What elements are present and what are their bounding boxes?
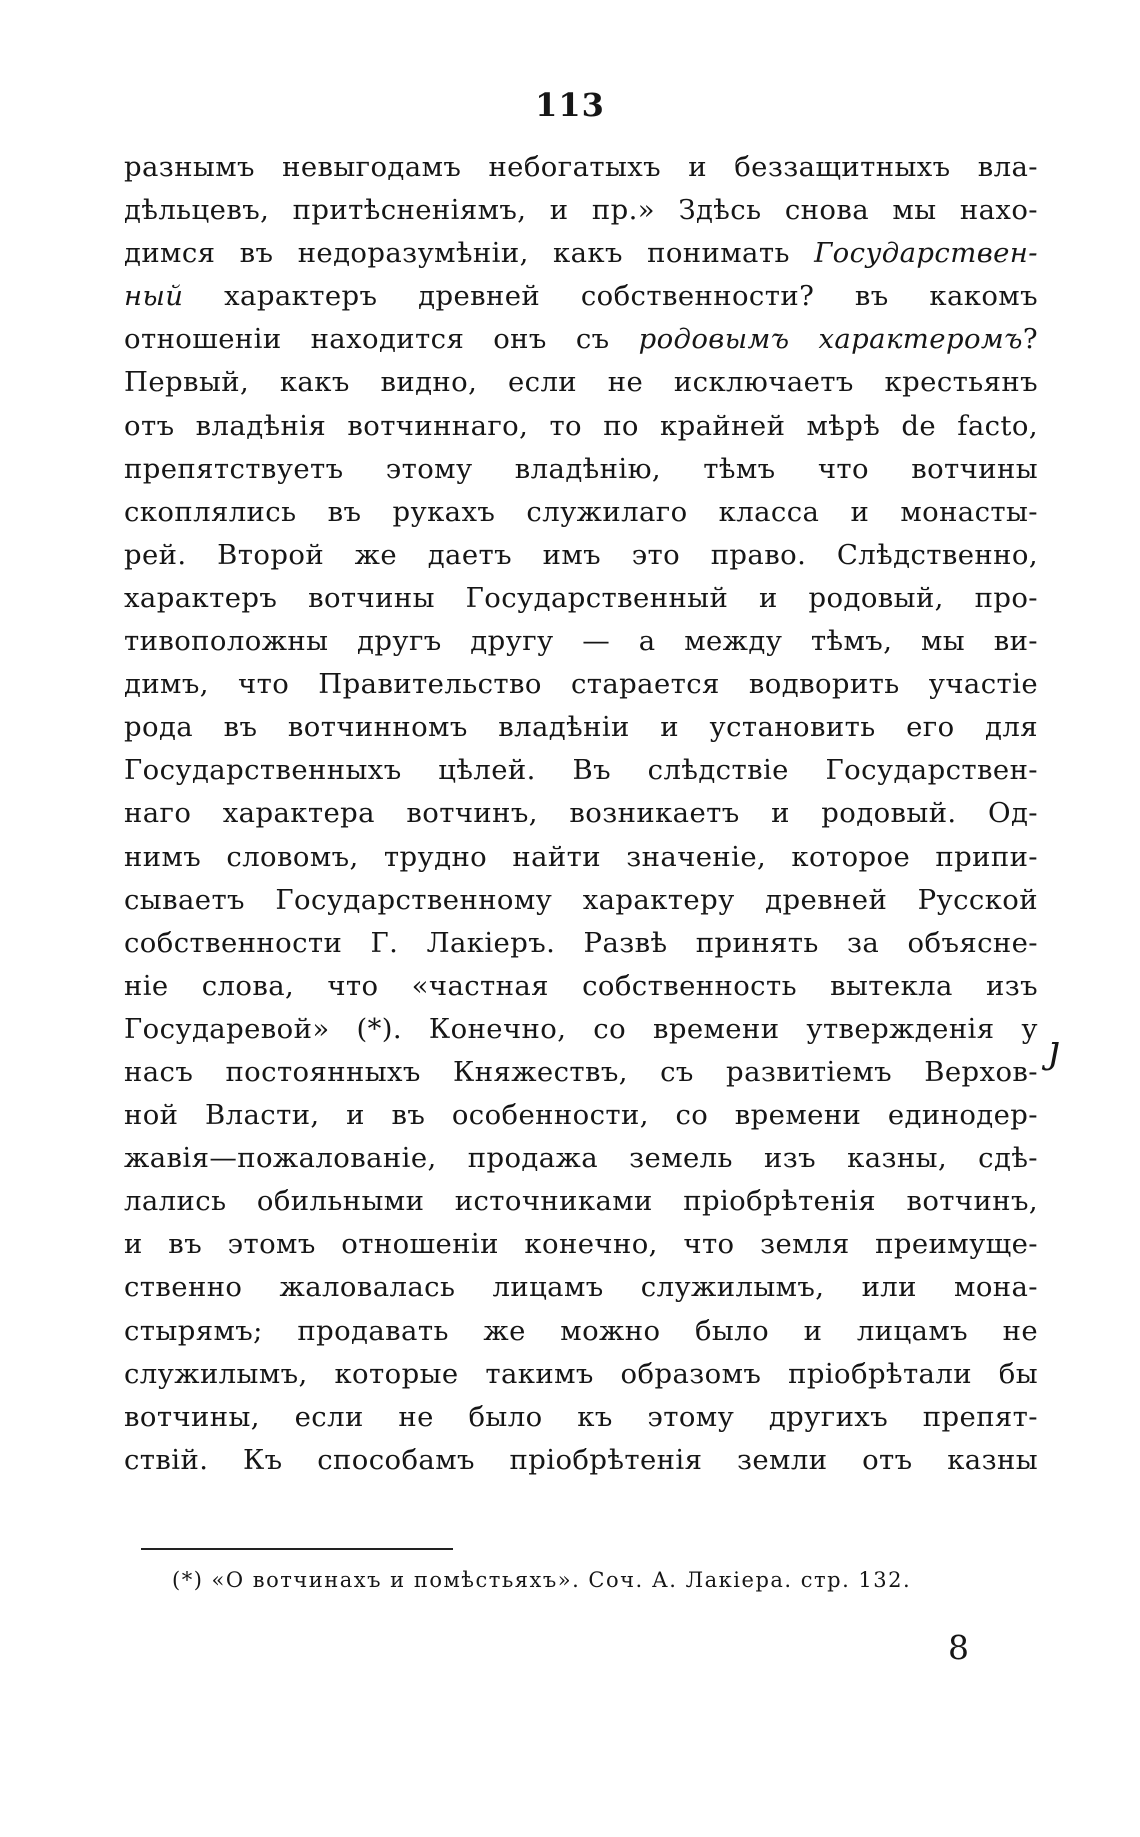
text-line: насъ постоянныхъ Княжествъ, съ развитіемъ Верхов- xyxy=(124,1055,1038,1088)
text-line: собственности Г. Лакіеръ. Развѣ принять за объясне- xyxy=(124,926,1038,959)
footnote-rule xyxy=(141,1548,453,1550)
text-line: димъ, что Правительство старается водворить участіе xyxy=(124,668,1038,701)
page-number: 113 xyxy=(535,86,605,124)
italic-phrase: Государствен- xyxy=(814,237,1038,270)
text-line: Государевой» (*). Конечно, со времени утвержденія у xyxy=(124,1012,1038,1045)
signature-mark: 8 xyxy=(948,1628,969,1667)
footnote: (*) «О вотчинахъ и помѣстьяхъ». Соч. А. Лакіера. стр. 132. xyxy=(172,1568,912,1592)
text-line: стырямъ; продавать же можно было и лицамъ не xyxy=(124,1314,1038,1347)
text-line: ный характеръ древней собственности? въ какомъ xyxy=(124,280,1038,313)
text-line: нимъ словомъ, трудно найти значеніе, которое припи- xyxy=(124,840,1038,873)
text-line: характеръ вотчины Государственный и родовый, про- xyxy=(124,581,1038,614)
text-line: служилымъ, которые такимъ образомъ пріобрѣтали бы xyxy=(124,1357,1038,1390)
margin-mark: ȷ xyxy=(1048,1027,1060,1071)
text-line: лались обильными источниками пріобрѣтенія вотчинъ, xyxy=(124,1185,1038,1218)
text-line: отъ владѣнія вотчиннаго, то по крайней мѣрѣ de facto, xyxy=(124,409,1038,442)
italic-phrase: ный xyxy=(124,280,184,313)
text-line: рода въ вотчинномъ владѣніи и установить его для xyxy=(124,711,1038,744)
text-line: скоплялись въ рукахъ служилаго класса и монасты- xyxy=(124,495,1038,528)
text-line: рей. Второй же даетъ имъ это право. Слѣдственно, xyxy=(124,538,1038,571)
text-line: димся въ недоразумѣніи, какъ понимать Государствен- xyxy=(124,237,1038,270)
text-line: тивоположны другъ другу — а между тѣмъ, мы ви- xyxy=(124,625,1038,658)
italic-phrase: родовымъ характеромъ xyxy=(638,323,1023,356)
text-line: ствій. Къ способамъ пріобрѣтенія земли отъ казны xyxy=(124,1443,1038,1476)
text-line: ніе слова, что «частная собственность вытекла изъ xyxy=(124,969,1038,1002)
text-line: отношеніи находится онъ съ родовымъ характеромъ? xyxy=(124,323,1038,356)
text-line: жавія—пожалованіе, продажа земель изъ казны, сдѣ- xyxy=(124,1142,1038,1175)
text-line: и въ этомъ отношеніи конечно, что земля преимуще- xyxy=(124,1228,1038,1261)
text-line: дѣльцевъ, притѣсненіямъ, и пр.» Здѣсь снова мы нахо- xyxy=(124,194,1038,227)
text-line: препятствуетъ этому владѣнію, тѣмъ что вотчины xyxy=(124,452,1038,485)
text-line: вотчины, если не было къ этому другихъ препят- xyxy=(124,1400,1038,1433)
text-line: Государственныхъ цѣлей. Въ слѣдствіе Государствен- xyxy=(124,754,1038,787)
body-text xyxy=(124,146,1038,1482)
text-line: ной Власти, и въ особенности, со времени единодер- xyxy=(124,1099,1038,1132)
text-line: Первый, какъ видно, если не исключаетъ крестьянъ xyxy=(124,366,1038,399)
text-line: ственно жаловалась лицамъ служилымъ, или мона- xyxy=(124,1271,1038,1304)
text-line: разнымъ невыгодамъ небогатыхъ и беззащитныхъ вла- xyxy=(124,151,1038,183)
text-line: сываетъ Государственному характеру древней Русской xyxy=(124,883,1038,916)
text-line: наго характера вотчинъ, возникаетъ и родовый. Од- xyxy=(124,797,1038,830)
